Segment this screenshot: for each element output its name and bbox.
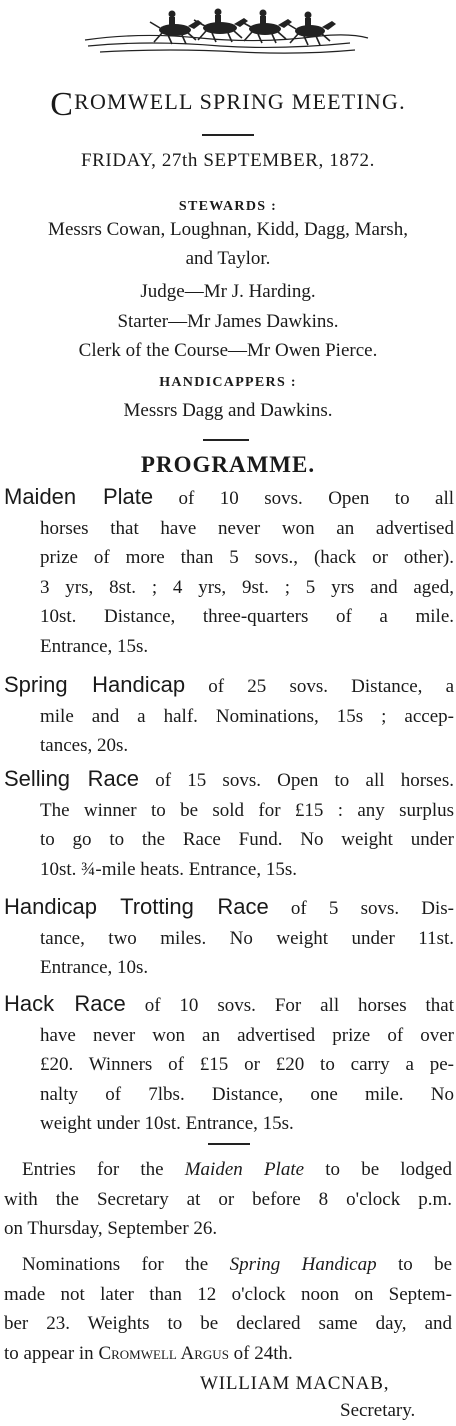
race-name: Hack Race [4, 991, 126, 1016]
starter: Starter—Mr James Dawkins. [117, 311, 339, 332]
stewards-heading: STEWARDS : [178, 199, 278, 214]
title-dropcap: C [50, 86, 75, 123]
clerk-of-course: Clerk of the Course—Mr Owen Pierce. [78, 340, 378, 361]
race-selling-race [0, 764, 456, 884]
race-spring-handicap [0, 670, 456, 761]
notice-line: Entries for the Maiden Plate to be lodged [22, 1159, 453, 1180]
divider [208, 1143, 250, 1145]
signature-name: WILLIAM MACNAB, [200, 1373, 390, 1394]
race-name: Maiden Plate [4, 484, 154, 509]
race-line: The winner to be sold for £15 : any surplus [40, 799, 454, 821]
notice-line: to appear in Cromwell Argus of 24th. [4, 1342, 293, 1364]
race-handicap-trotting [0, 892, 456, 983]
race-line: £20. Winners of £15 or £20 to carry a pe- [40, 1054, 454, 1075]
race-maiden-plate [0, 482, 456, 661]
race-line: horses that have never won an advertised [40, 517, 454, 539]
divider [202, 134, 254, 136]
race-line: Entrance, 15s. [40, 635, 149, 657]
notice-line: made not later than 12 o'clock noon on Septem- [4, 1283, 452, 1305]
notice-line: on Thursday, September 26. [4, 1218, 218, 1239]
racehorses-engraving [80, 2, 370, 60]
race-line: Entrance, 10s. [40, 957, 149, 978]
judge: Judge—Mr J. Harding. [140, 281, 316, 302]
title-text: ROMWELL SPRING MEETING. [74, 89, 406, 114]
notice-line: with the Secretary at or before 8 o'clock p.m. [4, 1188, 452, 1210]
meeting-date: FRIDAY, 27th SEPTEMBER, 1872. [80, 150, 375, 171]
race-line: nalty of 7lbs. Distance, one mile. No [40, 1083, 454, 1105]
notice-line: ber 23. Weights to be declared same day, and [4, 1313, 452, 1334]
handicappers-heading: HANDICAPPERS : [159, 375, 297, 390]
race-line: 10st. Distance, three-quarters of a mile. [40, 606, 454, 627]
race-name: Handicap Trotting Race [4, 894, 269, 919]
page-title [0, 86, 456, 124]
race-line: 3 yrs, 8st. ; 4 yrs, 9st. ; 5 yrs and aged, [40, 576, 454, 598]
stewards-names-line2: and Taylor. [185, 248, 271, 269]
entries-notice [0, 1155, 456, 1244]
race-line: tance, two miles. No weight under 11st. [40, 927, 454, 949]
race-first-line: Spring Handicap of 25 sovs. Distance, a [4, 672, 454, 697]
handicappers-names: Messrs Dagg and Dawkins. [123, 400, 333, 421]
nominations-notice [0, 1250, 456, 1368]
race-line: 10st. ¾-mile heats. Entrance, 15s. [40, 858, 297, 880]
race-hack-race [0, 989, 456, 1139]
race-line: to go to the Race Fund. No weight under [40, 829, 454, 850]
programme-heading: PROGRAMME. [140, 452, 316, 477]
race-line: mile and a half. Nominations, 15s ; accep- [40, 705, 454, 727]
race-line: prize of more than 5 sovs., (hack or other). [40, 547, 454, 568]
race-line: have never won an advertised prize of over [40, 1024, 454, 1046]
divider [203, 439, 249, 441]
race-name: Selling Race [4, 766, 139, 791]
stewards-names-line1: Messrs Cowan, Loughnan, Kidd, Dagg, Marsh, [48, 219, 408, 240]
race-first-line: Selling Race of 15 sovs. Open to all horses. [4, 766, 455, 791]
race-line: weight under 10st. Entrance, 15s. [40, 1113, 294, 1134]
race-first-line: Maiden Plate of 10 sovs. Open to all [4, 484, 455, 509]
race-first-line: Hack Race of 10 sovs. For all horses that [4, 991, 454, 1016]
race-name: Spring Handicap [4, 672, 186, 697]
signature-role: Secretary. [340, 1400, 416, 1421]
race-line: tances, 20s. [40, 735, 129, 756]
notice-line: Nominations for the Spring Handicap to be [22, 1254, 453, 1275]
race-first-line: Handicap Trotting Race of 5 sovs. Dis- [4, 894, 455, 919]
